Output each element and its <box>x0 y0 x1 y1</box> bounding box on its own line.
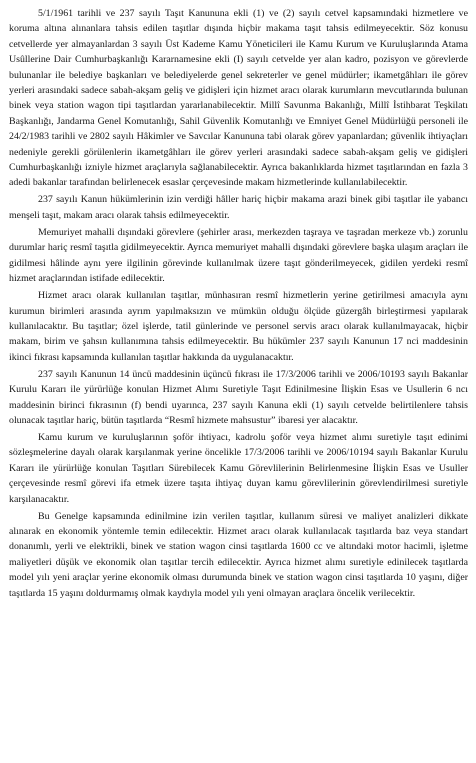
paragraph-driver-needs: Kamu kurum ve kuruluşlarının şoför ihtiyacı, kadrolu şoför veya hizmet alımı suretiyle taşıt edinimi sözleşmelerine dayalı olarak karşılanmak yerine öncelikle 17/3/2006 tarihli ve 2006/10194 sayılı Bakanlar Kurulu Kararı ile yürürlüğe konulan Taşıtları Sürebilecek Kamu Görevlilerinin Belirlenmesine İlişkin Esas ve Usuller çerçevesinde resmî görevi ifa etmek üzere taşıta ihtiyaç duyan kamu görevlilerinin görevlendirilmesi suretiyle karşılanacaktır. <box>9 431 468 505</box>
paragraph-economic-procurement: Bu Genelge kapsamında edinilmine izin verilen taşıtlar, kullanım süresi ve maliyet analizleri dikkate alınarak en ekonomik yöntemle temin edilecektir. Hizmet aracı olarak kullanılacak taşıtlarda baz veya standart donanımlı, yerli ve elektrikli, binek ve station wagon cinsi taşıtlarda 1600 cc ve altındaki motor hacimli, işletme maliyetleri düşük ve ekonomik olan taşıtlar tercih edilecektir. Ayrıca hizmet alımı suretiyle edinilecek taşıtlarda model yılı yeni araçlar yerine ekonomik olması durumunda binek ve station wagon cinsi taşıtlarda 10 yaşını, diğer taşıtlarda 15 yaşını doldurmamış olmak kaydıyla model yılı yeni olmayan araçlara öncelik verilecektir. <box>9 510 468 599</box>
paragraph-official-use-label: 237 sayılı Kanunun 14 üncü maddesinin üçüncü fıkrası ile 17/3/2006 tarihli ve 2006/10193 sayılı Bakanlar Kurulu Kararı ile yürürlüğe konulan Hizmet Alımı Suretiyle Taşıt Edinilmesine İlişkin Esas ve Usullerin 6 ncı maddesinin birinci fıkrasının (f) bendi uyarınca, 237 sayılı Kanuna ekli (1) sayılı cetvelde belirtilenlere tahsis olunacak taşıtlar hariç, bütün taşıtlarda “Resmî hizmete mahsustur” ibaresi yer alacaktır. <box>9 368 468 426</box>
paragraph-service-vehicle-use: Hizmet aracı olarak kullanılan taşıtlar, münhasıran resmî hizmetlerin yerine getirilmesi amacıyla aynı kurumun birimleri arasında ayrım yapılmaksızın ve mümkün olduğu ölçüde güzergâh birleştirmesi yapılarak kullanılacaktır. Bu taşıtlar; özel işlerde, tatil günlerinde ve personel servis aracı olarak kullanılmayacak, hiçbir makam, birim ve şahsın kullanımına tahsis edilmeyecektir. Bu hükümler 237 sayılı Kanunun 17 nci maddesinin ikinci fıkrası kapsamında kullanılan taşıtlar hakkında da uygulanacaktır. <box>9 290 468 363</box>
paragraph-vehicle-allocation: 5/1/1961 tarihli ve 237 sayılı Taşıt Kanununa ekli (1) ve (2) sayılı cetvel kapsamındaki hizmetlere ve koruma altına alınanlara tahsis edilen taşıtlar dışında hiçbir makama taşıt tahsis edilmeyecektir. Söz konusu cetvellerde yer almayanlardan 3 sayılı Üst Kademe Kamu Yöneticileri ile Kamu Kurum ve Kuruluşlarında Atama Usûllerine Dair Cumhurbaşkanlığı Kararnamesine ekli (I) sayılı cetvelde yer alan kadro, pozisyon ve görevlerde bulunanlar ile belediye başkanları ve belediyelerde genel sekreterler ve genel müdürler; ikametgâhları ile görev yerleri arasındaki sadece sabah-akşam geliş ve gidişleri için hizmet aracı olarak kurumların mevcutlarında bulunan binek veya station wagon tipi taşıtlardan yararlanabilecektir. Millî Savunma Bakanlığı, Millî İstihbarat Teşkilatı Başkanlığı, Jandarma Genel Komutanlığı, Sahil Güvenlik Komutanlığı ve Emniyet Genel Müdürlüğü personeli ile 24/2/1983 tarihli ve 2802 sayılı Hâkimler ve Savcılar Kanununa tabi olarak görev yapanlardan; güvenlik ihtiyaçları nedeniyle gerekli görülenlerin ikametgâhları ile görev yerleri arasındaki sadece sabah-akşam geliş ve gidişleri Cumhurbaşkanlığı izniyle hizmet araçlarıyla sağlanabilecektir. Ayrıca bakanlıklarda hizmet taşıtlarından en fazla 3 adedi bakanlar tarafından belirlenecek esaslar çerçevesinde makam hizmetlerinde kullanılabilecektir. <box>9 8 468 189</box>
paragraph-out-of-town-duties: Memuriyet mahalli dışındaki görevlere (şehirler arası, merkezden taşraya ve taşradan merkeze vb.) zorunlu durumlar hariç resmî taşıtla gidilmeyecektir. Ayrıca memuriyet mahalli dışındaki görevlere başka ulaşım araçları ile gidilmesi hâlinde aynı yere ilgilinin görevinde kullanılmak üzere taşıt gönderilmeyecek, gidilen yerdeki resmî hizmet araçlarından istifade edilecektir. <box>9 226 468 285</box>
paragraph-offroad-foreign-vehicles: 237 sayılı Kanun hükümlerinin izin verdiği hâller hariç hiçbir makama arazi binek gibi taşıtlar ile yabancı menşeli taşıt, makam aracı olarak tahsis edilmeyecektir. <box>9 194 468 221</box>
